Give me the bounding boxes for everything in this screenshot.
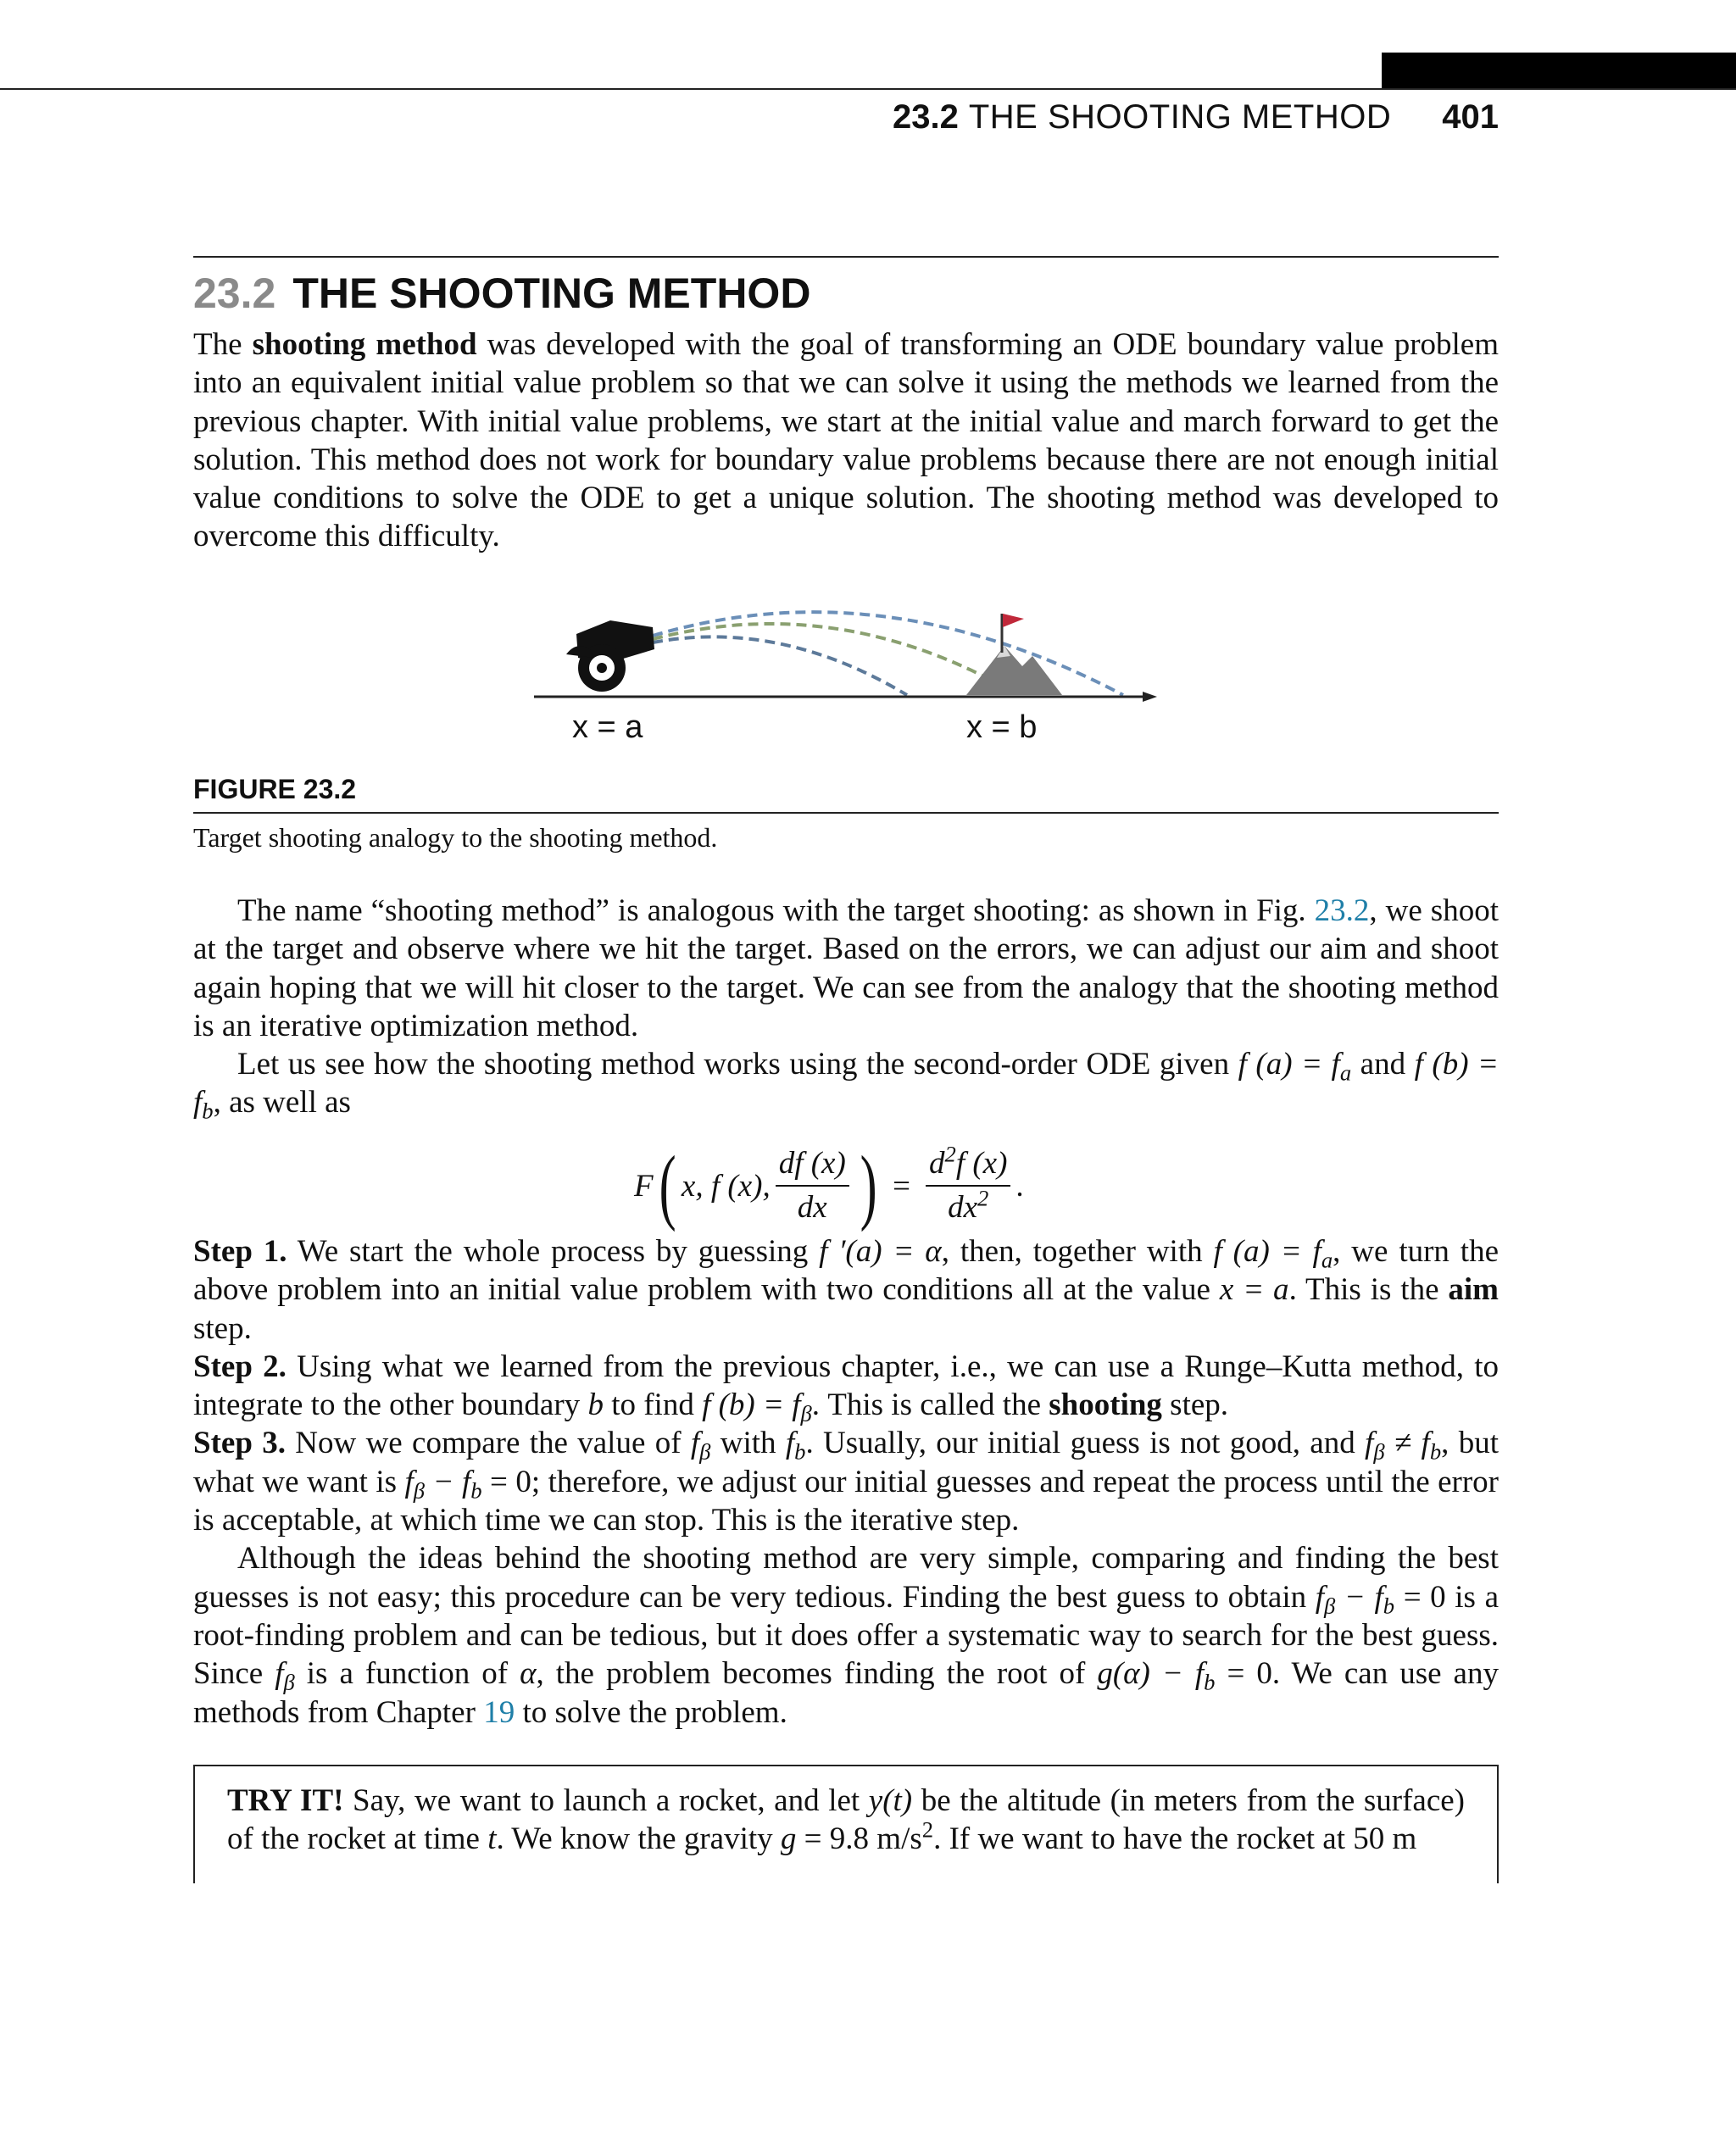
ode-equation	[193, 1139, 1499, 1232]
step-3: Step 3. Now we compare the value of $f_\beta$ with $f_b$. Usually, our initial guess is not good, and $f_\beta \ne f_b$, but what we want is $f_\beta - f_b = 0$; therefore, we adjust our initial guesses and repeat the process until the error is acceptable, at which time we can stop. This is the iterative step.	[193, 1426, 1499, 1538]
term-shooting-method: shooting method	[252, 327, 477, 362]
trajectory-mid	[653, 624, 1000, 685]
axis-arrow	[1143, 692, 1157, 702]
eq-right-paren: )	[860, 1138, 877, 1232]
running-head-title: THE SHOOTING METHOD	[968, 98, 1392, 136]
paragraph-let-us-see: Let us see how the shooting method works using the second-order ODE given f $(a) = f_a$ and f $(b) = f_b$, as well as	[193, 1047, 1500, 1124]
eq-fraction-second-derivative: $\frac{d^2f (x)}{dx^2}$	[926, 1145, 1010, 1226]
running-head	[893, 95, 1499, 139]
intro-paragraph: The shooting method was developed with the goal of transforming an ODE boundary value problem into an equivalent initial value problem so that we can solve it using the methods we learned from the previous chapter. With initial value problems, we start at the initial value and march forward to get the solution. This method does not work for boundary value problems because there are not enough initial value conditions to solve the ODE to get a unique solution. The shooting method was developed to overcome this difficulty.	[193, 327, 1499, 554]
trajectory-short	[653, 637, 907, 695]
step-1: Step 1. We start the whole process by guessing f ′(a) = α, then, together with f $(a) = f_a$, we turn the above problem into an initial value problem with two conditions all at the value x = a. This is the aim step.	[193, 1234, 1500, 1346]
label-x-equals-a: x = a	[572, 709, 643, 745]
flag-icon	[1003, 614, 1024, 627]
body-block-2	[193, 1232, 1499, 1732]
target-mountain-icon	[966, 614, 1062, 695]
header-tab	[1382, 53, 1736, 90]
running-head-section-number: 23.2	[893, 98, 959, 136]
figure-number: FIGURE 23.2	[193, 774, 357, 804]
eq-left-paren: (	[659, 1138, 676, 1232]
figure-link[interactable]: 23.2	[1314, 893, 1370, 928]
section-title: THE SHOOTING METHOD	[292, 270, 811, 317]
paragraph-name-analogy: The name “shooting method” is analogous with the target shooting: as shown in Fig. 23.2, we shoot at the target and observe where we hit the target. Based on the errors, we can adjust our aim and shoot again hoping that we will hit closer to the target. We can see from the analogy that the shooting method is an iterative optimization method.	[193, 893, 1499, 1043]
section-number: 23.2	[193, 270, 276, 317]
label-x-equals-b: x = b	[966, 709, 1038, 745]
section-rule	[193, 256, 1499, 258]
cannon-icon	[566, 620, 654, 692]
figure-rule	[193, 812, 1499, 814]
eq-equals: =	[893, 1168, 910, 1204]
header-rule	[0, 88, 1736, 90]
intro-paragraph-block	[193, 325, 1499, 556]
try-it-box	[193, 1765, 1499, 1883]
try-it-text: TRY IT! Say, we want to launch a rocket, and let y(t) be the altitude (in meters from the surface) of the rocket at time t. We know the gravity g = 9.8 $m/s^2$. If we want to have the rocket at 50 m	[227, 1783, 1465, 1857]
paragraph-although: Although the ideas behind the shooting method are very simple, comparing and finding the best guesses is not easy; this procedure can be very tedious. Finding the best guess to obtain $f_\beta - f_b = 0$ is a root-finding problem and can be tedious, but it does offer a systematic way to search for the best guess. Since $f_\beta$ is a function of α, the problem becomes finding the root of $g(\alpha) - f_b = 0$. We can use any methods from Chapter 19 to solve the problem.	[193, 1541, 1499, 1730]
eq-fraction-first-derivative: $\frac{df (x)}{dx}$	[776, 1145, 849, 1226]
section-heading	[193, 266, 810, 320]
body-block-1	[193, 892, 1499, 1122]
figure-23-2	[526, 585, 1170, 754]
figure-caption: Target shooting analogy to the shooting method.	[193, 822, 718, 853]
eq-args: x, f (x),	[681, 1168, 771, 1204]
chapter-link[interactable]: 19	[483, 1694, 515, 1730]
step-2: Step 2. Using what we learned from the previous chapter, i.e., we can use a Runge–Kutta method, to integrate to the other boundary b to find f $(b) = f_\beta$. This is called the shooting step.	[193, 1349, 1499, 1426]
eq-F: F	[634, 1168, 654, 1204]
page-number: 401	[1442, 98, 1499, 136]
eq-period: .	[1015, 1168, 1024, 1204]
